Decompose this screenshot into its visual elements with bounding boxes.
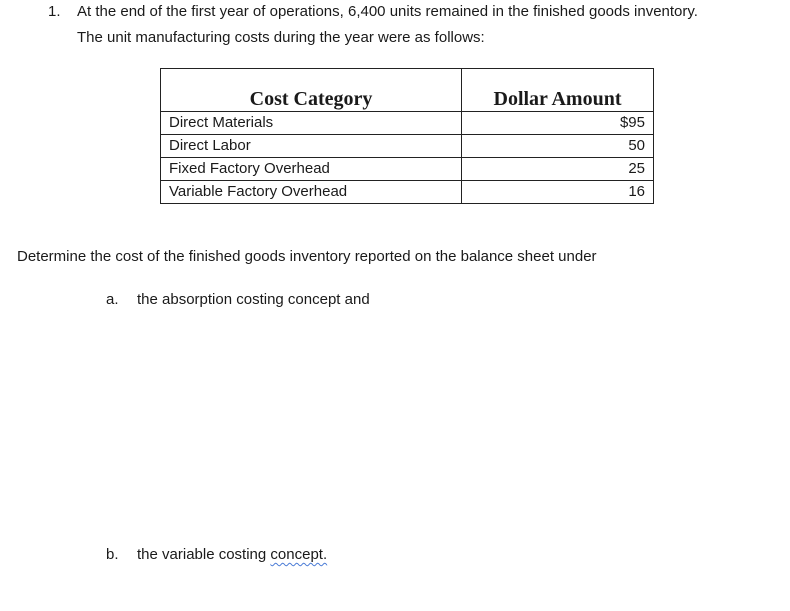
- table-row: [161, 112, 654, 135]
- header-cost-category: Cost Category: [161, 69, 462, 112]
- question-number: 1.: [48, 3, 61, 20]
- option-a-text: the absorption costing concept and: [137, 291, 370, 308]
- header-dollar-amount: Dollar Amount: [462, 69, 654, 112]
- cost-table: [160, 68, 654, 204]
- table-row: [161, 135, 654, 158]
- cell-amount: $95: [462, 112, 654, 135]
- question-text-line-1: At the end of the first year of operations, 6,400 units remained in the finished goods inventory.: [77, 3, 698, 20]
- option-b-marker: b.: [106, 546, 119, 563]
- table-header-row: [161, 69, 654, 112]
- question-text-line-2: The unit manufacturing costs during the year were as follows:: [77, 29, 485, 46]
- option-b-text-main: the variable costing: [137, 546, 271, 563]
- cell-category: Fixed Factory Overhead: [161, 158, 462, 181]
- spellcheck-flagged-word[interactable]: concept.: [270, 546, 328, 563]
- cell-category: Direct Labor: [161, 135, 462, 158]
- cell-category: Direct Materials: [161, 112, 462, 135]
- table-row: [161, 158, 654, 181]
- table-row: [161, 181, 654, 204]
- instruction-text: Determine the cost of the finished goods inventory reported on the balance sheet under: [17, 248, 597, 265]
- cell-category: Variable Factory Overhead: [161, 181, 462, 204]
- option-a-marker: a.: [106, 291, 119, 308]
- cell-amount: 16: [462, 181, 654, 204]
- option-b-text: [137, 546, 327, 563]
- cell-amount: 50: [462, 135, 654, 158]
- cell-amount: 25: [462, 158, 654, 181]
